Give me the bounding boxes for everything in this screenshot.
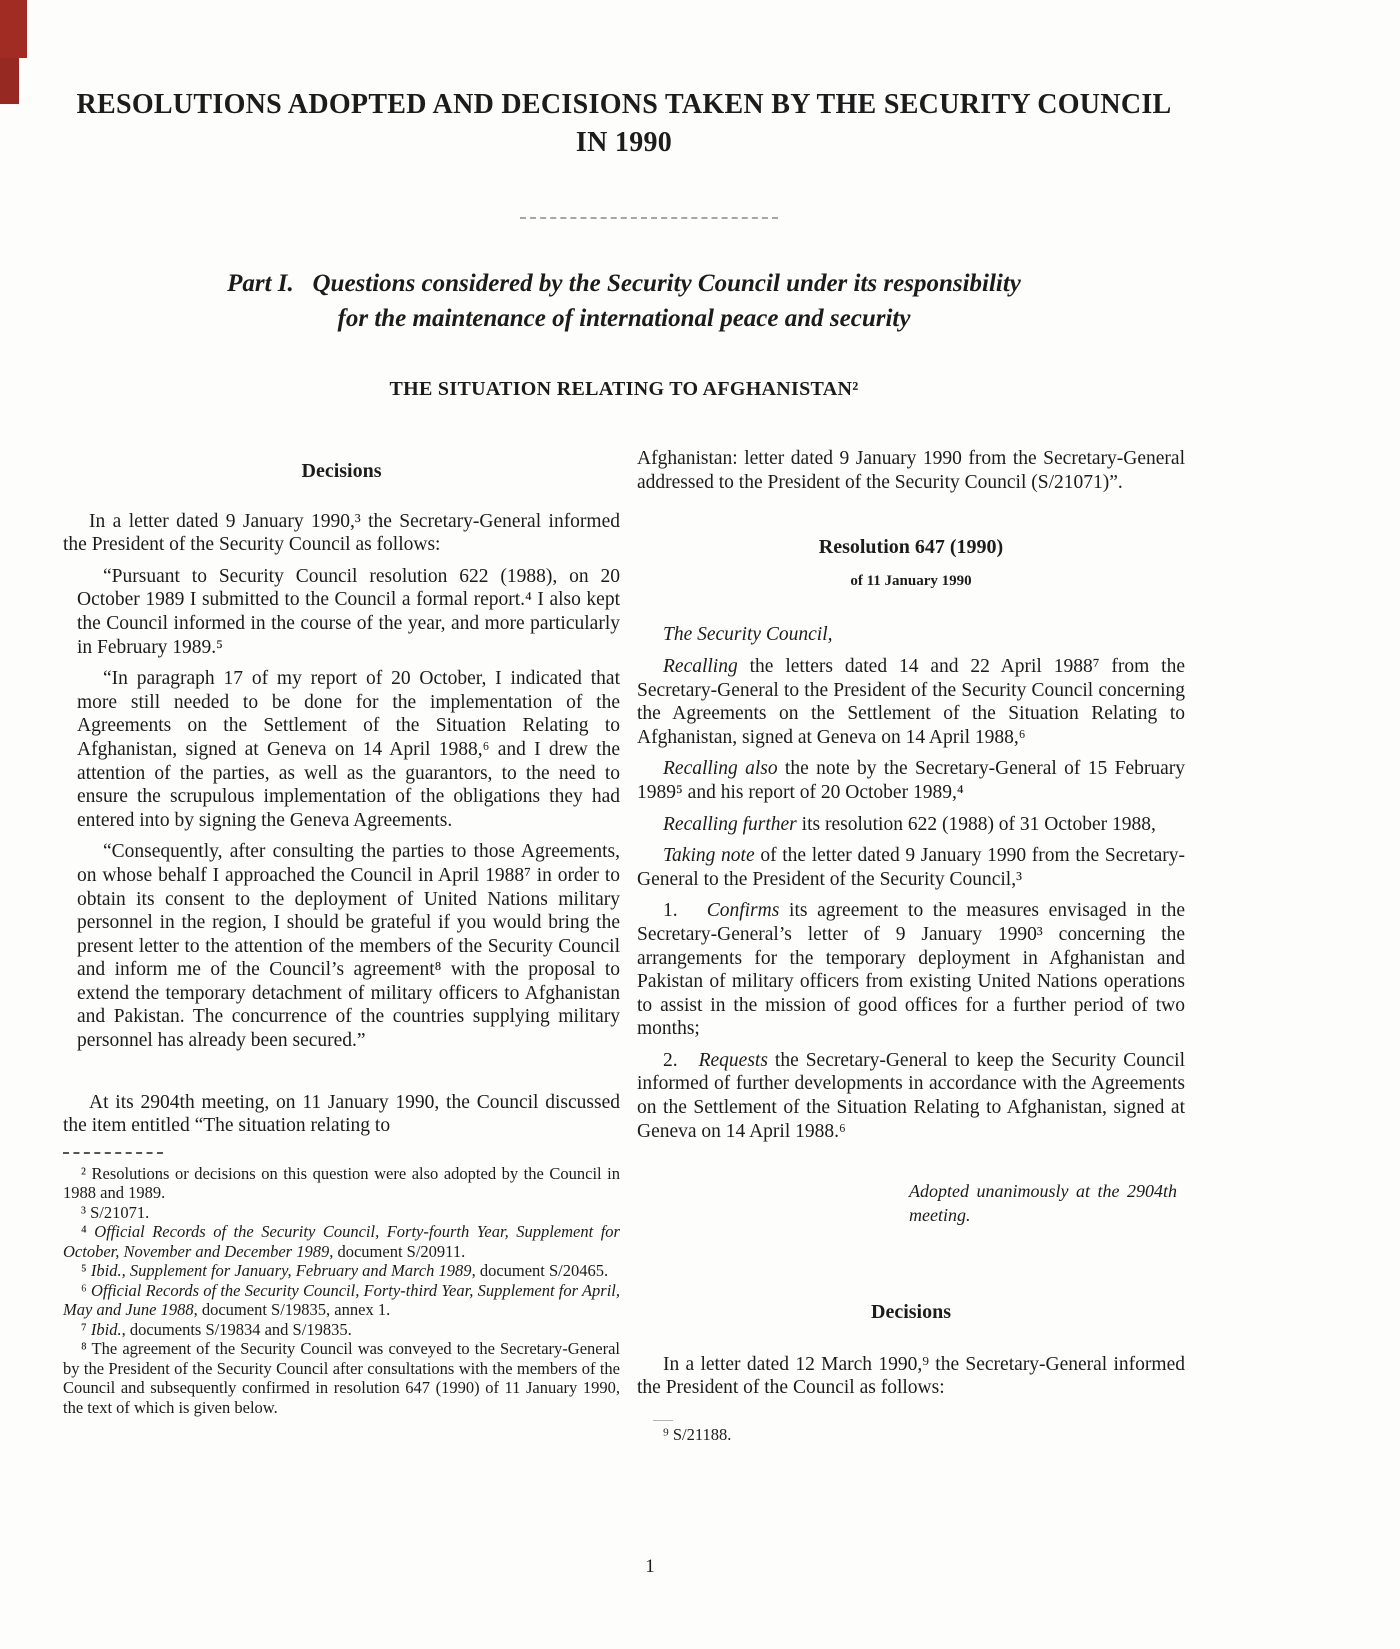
- preamble-paragraph: Taking note of the letter dated 9 January 1990 from the Secretary-General to the President of the Security Council,³: [637, 845, 1186, 890]
- red-scan-mark: [0, 58, 19, 104]
- preamble-paragraph: Recalling further its resolution 622 (1988) of 31 October 1988,: [663, 813, 1156, 835]
- red-scan-mark: [0, 0, 27, 58]
- quoted-paragraph: “Consequently, after consulting the parties to those Agreements, on whose behalf I approached the Council in April 1988⁷ in order to obtain its consent to the deployment of United Nations military personnel in the region, I should be grateful if you would bring the present letter to the attention of the members of the Security Council and inform me of the Council’s agreement⁸ with the proposal to extend the temporary detachment of military officers to Afghanistan and Pakistan. The concurrence of the countries supplying military personnel has already been secured.”: [77, 841, 620, 1052]
- paragraph: In a letter dated 12 March 1990,⁹ the Secretary-General informed the President of the Council as follows:: [637, 1353, 1185, 1399]
- right-column: [637, 447, 1185, 1453]
- footnote: ⁸ The agreement of the Security Council was conveyed to the Secretary-General by the President of the Security Council after consultations with the members of the Council and subsequently confirmed in resolution 647 (1990) of 11 January 1990, the text of which is given below.: [63, 1339, 620, 1417]
- resolution-title: Resolution 647 (1990): [818, 536, 1004, 559]
- part-heading: [63, 266, 1185, 336]
- document-title: [63, 86, 1185, 162]
- preamble-paragraph: Recalling the letters dated 14 and 22 April 1988⁷ from the Secretary-General to the President of the Security Council concerning the Agreements on the Settlement of the Situation Relating to Afghanistan, signed at Geneva on 14 April 1988,⁶: [637, 655, 1185, 748]
- horizontal-rule: [520, 217, 778, 219]
- part-heading-line-1: Part I. Questions considered by the Security Council under its responsibility: [227, 270, 1021, 297]
- footnotes-block: [63, 1164, 620, 1418]
- preamble-paragraph: Recalling also the note by the Secretary-General of 15 February 1989⁵ and his report of 20 October 1989,⁴: [637, 758, 1185, 803]
- resolution-date: of 11 January 1990: [850, 572, 972, 589]
- part-heading-line-2: for the maintenance of international peace and security: [337, 305, 911, 332]
- footnote-separator: [63, 1152, 163, 1154]
- operative-paragraph: 2. Requests the Secretary-General to keep the Security Council informed of further developments in accordance with the Agreements on the Settlement of the Situation Relating to Afghanistan, signed at Geneva on 14 April 1988.⁶: [637, 1049, 1186, 1142]
- paragraph: In a letter dated 9 January 1990,³ the Secretary-General informed the President of the Security Council as follows:: [63, 510, 620, 556]
- decisions-heading: Decisions: [301, 460, 382, 482]
- operative-paragraph: 1. Confirms its agreement to the measures envisaged in the Secretary-General’s letter of 9 January 1990³ concerning the arrangements for the temporary deployment in Afghanistan and Pakistan of military officers from existing United Nations operations to assist in the mission of good offices for a further period of two months;: [637, 900, 1186, 1040]
- paragraph: At its 2904th meeting, on 11 January 1990, the Council discussed the item entitled “The situation relating to: [63, 1091, 620, 1137]
- footnote: ² Resolutions or decisions on this question were also adopted by the Council in 1988 and 1989.: [63, 1163, 620, 1203]
- quoted-paragraph: “In paragraph 17 of my report of 20 October, I indicated that more still needed to be done for the implementation of the Agreements on the Settlement of the Situation Relating to Afghanistan, signed at Geneva on 14 April 1988,⁶ and I drew the attention of the parties, as well as the guarantors, to the need to ensure the scrupulous implementation of the obligations they had entered into by signing the Geneva Agreements.: [77, 668, 620, 831]
- title-line-2: IN 1990: [575, 127, 673, 158]
- decisions-heading: Decisions: [871, 1301, 951, 1324]
- footnote: ⁷ Ibid., documents S/19834 and S/19835.: [81, 1319, 352, 1339]
- footnote-separator: [653, 1420, 673, 1421]
- section-title: THE SITUATION RELATING TO AFGHANISTAN²: [389, 378, 859, 400]
- footnote: ⁴ Official Records of the Security Council, Forty-fourth Year, Supplement for October, November and December 1989, document S/20911.: [63, 1222, 620, 1261]
- left-column: [63, 460, 620, 1417]
- page-number: 1: [645, 1556, 655, 1577]
- quoted-paragraph: “Pursuant to Security Council resolution 622 (1988), on 20 October 1989 I submitted to the Council a formal report.⁴ I also kept the Council informed in the course of the year, and more particularly in February 1989.⁵: [77, 565, 620, 658]
- preamble-paragraph: The Security Council,: [663, 624, 833, 646]
- title-line-1: RESOLUTIONS ADOPTED AND DECISIONS TAKEN BY THE SECURITY COUNCIL: [76, 89, 1172, 120]
- footnote: ³ S/21071.: [81, 1202, 150, 1222]
- footnote: ⁹ S/21188.: [663, 1425, 732, 1445]
- footnote: ⁶ Official Records of the Security Council, Forty-third Year, Supplement for April, May and June 1988, document S/19835, annex 1.: [63, 1280, 620, 1320]
- footnote: ⁵ Ibid., Supplement for January, February and March 1989, document S/20465.: [81, 1261, 609, 1281]
- adoption-note: Adopted unanimously at the 2904th meeting.: [909, 1181, 1177, 1226]
- continuation-paragraph: Afghanistan: letter dated 9 January 1990 from the Secretary-General addressed to the President of the Security Council (S/21071)”.: [637, 448, 1185, 493]
